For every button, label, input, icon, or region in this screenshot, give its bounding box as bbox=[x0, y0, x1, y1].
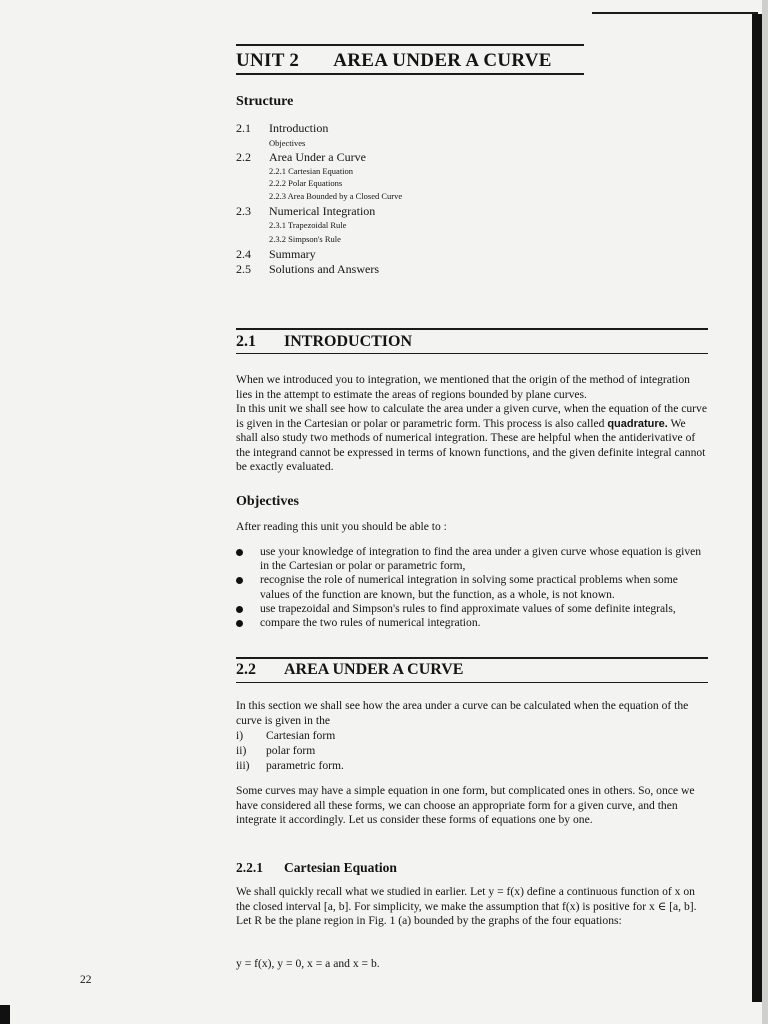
bullet-icon bbox=[236, 606, 243, 613]
scan-edge-shadow bbox=[762, 0, 768, 1024]
sec-2-2-rule-bottom bbox=[236, 682, 708, 683]
page-number: 22 bbox=[80, 974, 92, 986]
toc-sub-2-3-1: 2.3.1 Trapezoidal Rule bbox=[269, 220, 347, 230]
objectives-heading: Objectives bbox=[236, 494, 299, 509]
form-item-cartesian: i) Cartesian form bbox=[236, 729, 336, 742]
boundary-equations: y = f(x), y = 0, x = a and x = b. bbox=[236, 957, 380, 970]
sec-2-1-rule-bottom bbox=[236, 353, 708, 354]
sec-2-2-heading: 2.2 AREA UNDER A CURVE bbox=[236, 661, 464, 678]
toc-sub-2-2-2: 2.2.2 Polar Equations bbox=[269, 178, 343, 188]
objective-item: recognise the role of numerical integration in solving some practical problems when some values of the function are known, but the function, as a whole, is not known. bbox=[236, 573, 708, 601]
toc-item-2-5: 2.5 Solutions and Answers bbox=[236, 262, 380, 276]
objective-item: compare the two rules of numerical integration. bbox=[236, 616, 708, 630]
sec-2-2-paragraph: Some curves may have a simple equation in one form, but complicated ones in others. So, once we have considered all these forms, we can choose an appropriate form for a given curve, and then integrate it accordingly. Let us consider these forms of equations one by one. bbox=[236, 784, 695, 826]
scan-top-line bbox=[592, 12, 758, 14]
form-item-parametric: iii) parametric form. bbox=[236, 759, 344, 772]
bullet-icon bbox=[236, 549, 243, 556]
scan-edge-bar bbox=[752, 14, 762, 1002]
toc-item-2-4: 2.4 Summary bbox=[236, 247, 316, 261]
objectives-intro: After reading this unit you should be able to : bbox=[236, 520, 447, 533]
sec-2-2-rule-top bbox=[236, 657, 708, 659]
toc-sub-objectives: Objectives bbox=[269, 138, 306, 148]
objective-item: use trapezoidal and Simpson's rules to find approximate values of some definite integrals, bbox=[236, 602, 708, 616]
toc-sub-2-2-1: 2.2.1 Cartesian Equation bbox=[269, 166, 354, 176]
toc-sub-2-3-2: 2.3.2 Simpson's Rule bbox=[269, 234, 341, 244]
structure-heading: Structure bbox=[236, 94, 294, 109]
unit-title bbox=[236, 50, 552, 72]
unit-title-rule-bottom bbox=[236, 73, 584, 75]
bullet-icon bbox=[236, 620, 243, 627]
form-item-polar: ii) polar form bbox=[236, 744, 316, 757]
term-quadrature: quadrature. bbox=[607, 417, 668, 430]
sec-2-2-intro: In this section we shall see how the area under a curve can be calculated when the equation of the curve is given in the bbox=[236, 699, 689, 727]
toc-item-2-3: 2.3 Numerical Integration bbox=[236, 204, 376, 218]
intro-paragraph: When we introduced you to integration, we mentioned that the origin of the method of integration lies in the attempt to estimate the areas of regions bounded by plane curves. In this unit we shall see how to calculate the area under a given curve, when the equation of the curve is given in the Cartesian or polar or parametric form. This process is also called quadrature. We shall also study two methods of numerical integration. These are helpful when the antiderivative of the integrand cannot be expressed in terms of known functions, and the given definite integral cannot be exactly evaluated. bbox=[236, 373, 707, 473]
objectives-list bbox=[236, 545, 708, 630]
toc-item-2-1: 2.1 Introduction bbox=[236, 121, 329, 135]
forms-list bbox=[236, 728, 344, 773]
toc-item-2-2: 2.2 Area Under a Curve bbox=[236, 150, 366, 164]
sec-2-1-rule-top bbox=[236, 328, 708, 330]
bullet-icon bbox=[236, 577, 243, 584]
unit-name: AREA UNDER A CURVE bbox=[333, 50, 552, 71]
sec-2-1-heading: 2.1 INTRODUCTION bbox=[236, 333, 413, 350]
toc-sub-2-2-3: 2.2.3 Area Bounded by a Closed Curve bbox=[269, 191, 403, 201]
objective-item: use your knowledge of integration to find the area under a given curve whose equation is given in the Cartesian or polar or parametric form, bbox=[236, 545, 708, 573]
unit-number: UNIT 2 bbox=[236, 50, 300, 71]
unit-title-rule-top bbox=[236, 44, 584, 46]
scan-corner-mark bbox=[0, 1005, 10, 1024]
sec-2-2-1-paragraph: We shall quickly recall what we studied in earlier. Let y = f(x) define a continuous function of x on the closed interval [a, b]. For simplicity, we make the assumption that f(x) is positive for x ∈ [a, b]. Let R be the plane region in Fig. 1 (a) bounded by the graphs of the four equations: bbox=[236, 885, 697, 927]
sec-2-2-1-heading: 2.2.1 Cartesian Equation bbox=[236, 860, 397, 875]
